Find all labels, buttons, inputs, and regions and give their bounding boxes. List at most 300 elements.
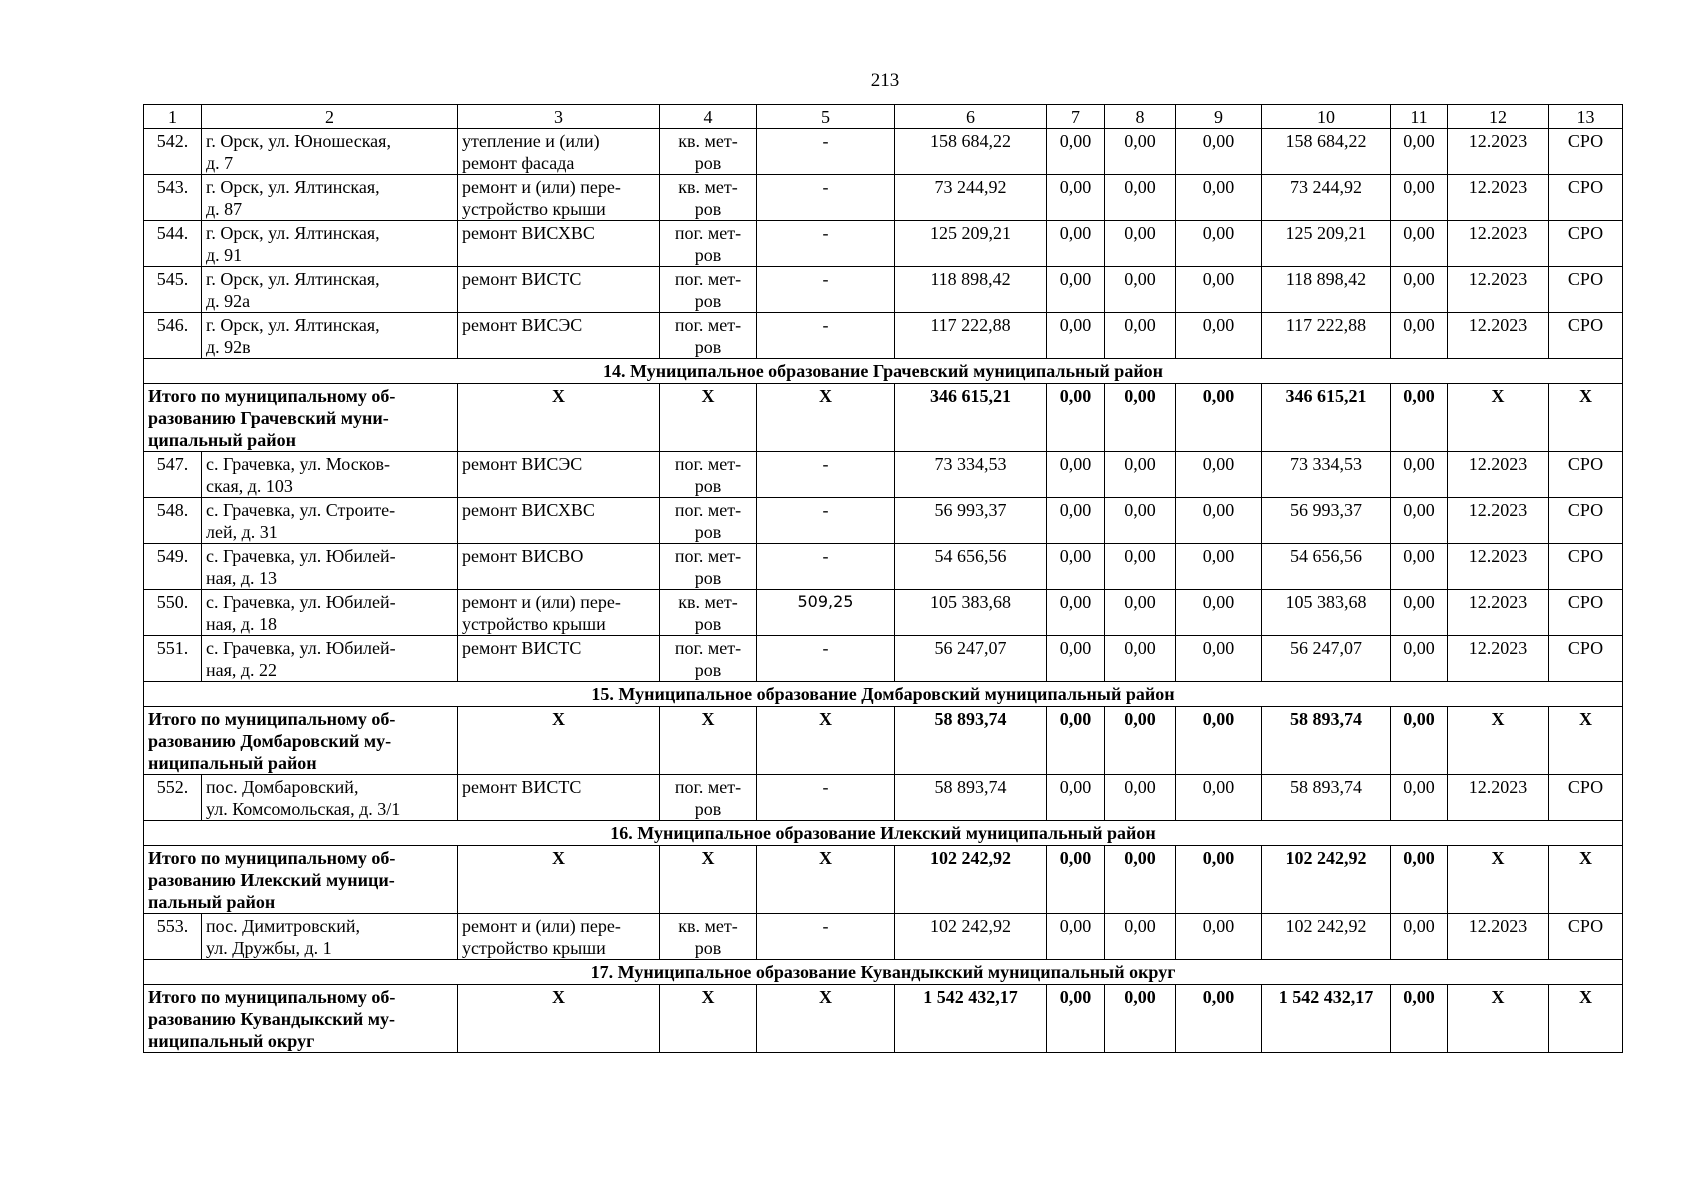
unit-line: кв. мет- bbox=[678, 131, 738, 151]
column-header: 6 bbox=[895, 105, 1047, 129]
unit-line: ров bbox=[694, 291, 722, 311]
total-c3-cell: Х bbox=[458, 846, 660, 914]
total-c12-cell: Х bbox=[1448, 384, 1549, 452]
unit-cell bbox=[660, 313, 757, 359]
total-c8-cell: 0,00 bbox=[1105, 846, 1176, 914]
table-row bbox=[144, 267, 1623, 313]
page-number: 213 bbox=[870, 70, 900, 91]
value-c7-cell: 0,00 bbox=[1047, 544, 1105, 590]
work-type-line: утепление и (или) bbox=[462, 131, 600, 151]
value-c13-cell: СРО bbox=[1549, 221, 1623, 267]
unit-line: ров bbox=[694, 614, 722, 634]
value-c8-cell: 0,00 bbox=[1105, 636, 1176, 682]
value-c9-cell: 0,00 bbox=[1176, 775, 1262, 821]
work-type-cell bbox=[458, 221, 660, 267]
value-c6-cell: 56 993,37 bbox=[895, 498, 1047, 544]
value-c8-cell: 0,00 bbox=[1105, 313, 1176, 359]
value-c6-cell: 158 684,22 bbox=[895, 129, 1047, 175]
unit-line: ров bbox=[694, 799, 722, 819]
work-type-cell bbox=[458, 775, 660, 821]
total-c9-cell: 0,00 bbox=[1176, 384, 1262, 452]
table-row bbox=[144, 452, 1623, 498]
section-title: 15. Муниципальное образование Домбаровский муниципальный район bbox=[144, 682, 1623, 707]
total-c3-cell: Х bbox=[458, 707, 660, 775]
total-c9-cell: 0,00 bbox=[1176, 707, 1262, 775]
unit-cell bbox=[660, 221, 757, 267]
value-c10-cell: 73 244,92 bbox=[1262, 175, 1391, 221]
section-heading-row bbox=[144, 960, 1623, 985]
unit-line: пог. мет- bbox=[674, 777, 742, 797]
address-line: ная, д. 22 bbox=[206, 660, 278, 680]
value-c6-cell: 118 898,42 bbox=[895, 267, 1047, 313]
total-c11-cell: 0,00 bbox=[1391, 707, 1448, 775]
address-line: ская, д. 103 bbox=[206, 476, 293, 496]
address-cell bbox=[202, 175, 458, 221]
value-c8-cell: 0,00 bbox=[1105, 914, 1176, 960]
total-label bbox=[144, 384, 458, 452]
address-line: г. Орск, ул. Ялтинская, bbox=[206, 269, 380, 289]
total-c9-cell: 0,00 bbox=[1176, 846, 1262, 914]
value-c8-cell: 0,00 bbox=[1105, 452, 1176, 498]
unit-line: кв. мет- bbox=[678, 177, 738, 197]
total-c11-cell: 0,00 bbox=[1391, 384, 1448, 452]
value-c10-cell: 58 893,74 bbox=[1262, 775, 1391, 821]
value-c8-cell: 0,00 bbox=[1105, 544, 1176, 590]
row-number-cell: 543. bbox=[144, 175, 202, 221]
work-type-line: ремонт ВИСЭС bbox=[462, 454, 583, 474]
value-c10-cell: 54 656,56 bbox=[1262, 544, 1391, 590]
row-number-cell: 548. bbox=[144, 498, 202, 544]
unit-cell bbox=[660, 590, 757, 636]
section-heading-row bbox=[144, 821, 1623, 846]
value-c13-cell: СРО bbox=[1549, 636, 1623, 682]
total-c4-cell: Х bbox=[660, 384, 757, 452]
address-cell bbox=[202, 267, 458, 313]
value-c13-cell: СРО bbox=[1549, 590, 1623, 636]
value-c6-cell: 58 893,74 bbox=[895, 775, 1047, 821]
value-c6-cell: 117 222,88 bbox=[895, 313, 1047, 359]
address-line: д. 92в bbox=[206, 337, 251, 357]
value-c12-cell: 12.2023 bbox=[1448, 590, 1549, 636]
value-c11-cell: 0,00 bbox=[1391, 452, 1448, 498]
unit-cell bbox=[660, 129, 757, 175]
value-c6-cell: 105 383,68 bbox=[895, 590, 1047, 636]
value-c10-cell: 105 383,68 bbox=[1262, 590, 1391, 636]
work-type-cell bbox=[458, 914, 660, 960]
total-row bbox=[144, 846, 1623, 914]
column-header: 13 bbox=[1549, 105, 1623, 129]
unit-line: пог. мет- bbox=[674, 315, 742, 335]
value-c9-cell: 0,00 bbox=[1176, 452, 1262, 498]
quantity-cell: - bbox=[757, 498, 895, 544]
work-type-line: ремонт ВИСТС bbox=[462, 638, 582, 658]
quantity-cell: - bbox=[757, 267, 895, 313]
value-c11-cell: 0,00 bbox=[1391, 590, 1448, 636]
unit-line: пог. мет- bbox=[674, 500, 742, 520]
table-row bbox=[144, 914, 1623, 960]
address-line: д. 92а bbox=[206, 291, 251, 311]
address-cell bbox=[202, 590, 458, 636]
unit-cell bbox=[660, 636, 757, 682]
column-header: 5 bbox=[757, 105, 895, 129]
address-line: лей, д. 31 bbox=[206, 522, 278, 542]
value-c7-cell: 0,00 bbox=[1047, 590, 1105, 636]
value-c8-cell: 0,00 bbox=[1105, 129, 1176, 175]
section-title: 16. Муниципальное образование Илекский муниципальный район bbox=[144, 821, 1623, 846]
value-c7-cell: 0,00 bbox=[1047, 914, 1105, 960]
row-number-cell: 542. bbox=[144, 129, 202, 175]
column-number-row bbox=[144, 105, 1623, 129]
quantity-cell: - bbox=[757, 452, 895, 498]
unit-line: ров bbox=[694, 199, 722, 219]
value-c12-cell: 12.2023 bbox=[1448, 313, 1549, 359]
total-c12-cell: Х bbox=[1448, 985, 1549, 1053]
value-c9-cell: 0,00 bbox=[1176, 267, 1262, 313]
table-row bbox=[144, 775, 1623, 821]
total-c12-cell: Х bbox=[1448, 707, 1549, 775]
quantity-cell: - bbox=[757, 175, 895, 221]
total-c5-cell: Х bbox=[757, 707, 895, 775]
total-label-line: ниципальный район bbox=[148, 753, 317, 773]
unit-line: ров bbox=[694, 660, 722, 680]
total-label-line: разованию Кувандыкский му- bbox=[148, 1009, 396, 1029]
total-c4-cell: Х bbox=[660, 985, 757, 1053]
quantity-cell: - bbox=[757, 221, 895, 267]
unit-cell bbox=[660, 267, 757, 313]
address-line: с. Грачевка, ул. Москов- bbox=[206, 454, 391, 474]
row-number-cell: 550. bbox=[144, 590, 202, 636]
address-line: с. Грачевка, ул. Юбилей- bbox=[206, 546, 396, 566]
total-c5-cell: Х bbox=[757, 985, 895, 1053]
total-c6-cell: 1 542 432,17 bbox=[895, 985, 1047, 1053]
value-c13-cell: СРО bbox=[1549, 452, 1623, 498]
row-number-cell: 546. bbox=[144, 313, 202, 359]
value-c9-cell: 0,00 bbox=[1176, 221, 1262, 267]
address-line: ная, д. 13 bbox=[206, 568, 278, 588]
work-type-line: ремонт фасада bbox=[462, 153, 575, 173]
value-c10-cell: 117 222,88 bbox=[1262, 313, 1391, 359]
value-c8-cell: 0,00 bbox=[1105, 498, 1176, 544]
work-type-line: устройство крыши bbox=[462, 199, 606, 219]
value-c12-cell: 12.2023 bbox=[1448, 544, 1549, 590]
value-c11-cell: 0,00 bbox=[1391, 636, 1448, 682]
unit-line: ров bbox=[694, 245, 722, 265]
row-number-cell: 544. bbox=[144, 221, 202, 267]
unit-cell bbox=[660, 498, 757, 544]
value-c9-cell: 0,00 bbox=[1176, 313, 1262, 359]
row-number-cell: 549. bbox=[144, 544, 202, 590]
quantity-cell: - bbox=[757, 129, 895, 175]
total-c9-cell: 0,00 bbox=[1176, 985, 1262, 1053]
total-label-line: ципальный район bbox=[148, 430, 296, 450]
table-row bbox=[144, 129, 1623, 175]
unit-line: ров bbox=[694, 476, 722, 496]
total-c10-cell: 1 542 432,17 bbox=[1262, 985, 1391, 1053]
value-c8-cell: 0,00 bbox=[1105, 175, 1176, 221]
address-line: д. 7 bbox=[206, 153, 234, 173]
address-line: ул. Дружбы, д. 1 bbox=[206, 938, 332, 958]
work-type-line: ремонт ВИСТС bbox=[462, 269, 582, 289]
value-c7-cell: 0,00 bbox=[1047, 221, 1105, 267]
work-type-cell bbox=[458, 175, 660, 221]
unit-cell bbox=[660, 452, 757, 498]
total-label-line: Итого по муниципальному об- bbox=[148, 709, 396, 729]
value-c6-cell: 125 209,21 bbox=[895, 221, 1047, 267]
unit-cell bbox=[660, 914, 757, 960]
address-line: ная, д. 18 bbox=[206, 614, 278, 634]
address-cell bbox=[202, 313, 458, 359]
total-c8-cell: 0,00 bbox=[1105, 384, 1176, 452]
unit-cell bbox=[660, 175, 757, 221]
column-header: 8 bbox=[1105, 105, 1176, 129]
column-header: 1 bbox=[144, 105, 202, 129]
work-type-cell bbox=[458, 267, 660, 313]
address-line: д. 87 bbox=[206, 199, 243, 219]
quantity-cell: - bbox=[757, 914, 895, 960]
value-c13-cell: СРО bbox=[1549, 914, 1623, 960]
section-title: 14. Муниципальное образование Грачевский муниципальный район bbox=[144, 359, 1623, 384]
total-c5-cell: Х bbox=[757, 846, 895, 914]
work-type-line: устройство крыши bbox=[462, 938, 606, 958]
value-c9-cell: 0,00 bbox=[1176, 129, 1262, 175]
row-number-cell: 545. bbox=[144, 267, 202, 313]
value-c12-cell: 12.2023 bbox=[1448, 452, 1549, 498]
column-header: 12 bbox=[1448, 105, 1549, 129]
table-body bbox=[144, 105, 1623, 1053]
total-c3-cell: Х bbox=[458, 985, 660, 1053]
address-line: г. Орск, ул. Ялтинская, bbox=[206, 177, 380, 197]
total-label-line: пальный район bbox=[148, 892, 276, 912]
value-c11-cell: 0,00 bbox=[1391, 544, 1448, 590]
address-cell bbox=[202, 452, 458, 498]
total-c10-cell: 346 615,21 bbox=[1262, 384, 1391, 452]
total-c5-cell: Х bbox=[757, 384, 895, 452]
row-number-cell: 552. bbox=[144, 775, 202, 821]
value-c7-cell: 0,00 bbox=[1047, 498, 1105, 544]
value-c12-cell: 12.2023 bbox=[1448, 175, 1549, 221]
row-number-cell: 553. bbox=[144, 914, 202, 960]
table-row bbox=[144, 544, 1623, 590]
value-c12-cell: 12.2023 bbox=[1448, 636, 1549, 682]
value-c9-cell: 0,00 bbox=[1176, 498, 1262, 544]
address-line: пос. Димитровский, bbox=[206, 916, 360, 936]
value-c11-cell: 0,00 bbox=[1391, 267, 1448, 313]
value-c12-cell: 12.2023 bbox=[1448, 129, 1549, 175]
unit-line: ров bbox=[694, 337, 722, 357]
total-label-line: ниципальный округ bbox=[148, 1031, 315, 1051]
value-c11-cell: 0,00 bbox=[1391, 175, 1448, 221]
address-line: д. 91 bbox=[206, 245, 243, 265]
value-c9-cell: 0,00 bbox=[1176, 914, 1262, 960]
total-label-line: разованию Домбаровский му- bbox=[148, 731, 392, 751]
value-c9-cell: 0,00 bbox=[1176, 544, 1262, 590]
value-c11-cell: 0,00 bbox=[1391, 313, 1448, 359]
unit-line: кв. мет- bbox=[678, 916, 738, 936]
total-c11-cell: 0,00 bbox=[1391, 846, 1448, 914]
total-c7-cell: 0,00 bbox=[1047, 707, 1105, 775]
repair-program-table bbox=[143, 104, 1623, 1053]
row-number-cell: 547. bbox=[144, 452, 202, 498]
work-type-line: ремонт и (или) пере- bbox=[462, 177, 621, 197]
unit-line: пог. мет- bbox=[674, 454, 742, 474]
table-row bbox=[144, 175, 1623, 221]
value-c10-cell: 158 684,22 bbox=[1262, 129, 1391, 175]
unit-line: пог. мет- bbox=[674, 223, 742, 243]
total-c6-cell: 102 242,92 bbox=[895, 846, 1047, 914]
column-header: 9 bbox=[1176, 105, 1262, 129]
value-c7-cell: 0,00 bbox=[1047, 129, 1105, 175]
unit-cell bbox=[660, 544, 757, 590]
value-c10-cell: 73 334,53 bbox=[1262, 452, 1391, 498]
address-line: г. Орск, ул. Ялтинская, bbox=[206, 315, 380, 335]
value-c12-cell: 12.2023 bbox=[1448, 498, 1549, 544]
total-c12-cell: Х bbox=[1448, 846, 1549, 914]
unit-line: ров bbox=[694, 938, 722, 958]
address-line: г. Орск, ул. Юношеская, bbox=[206, 131, 391, 151]
total-c4-cell: Х bbox=[660, 707, 757, 775]
unit-line: пог. мет- bbox=[674, 638, 742, 658]
column-header: 4 bbox=[660, 105, 757, 129]
value-c8-cell: 0,00 bbox=[1105, 590, 1176, 636]
work-type-cell bbox=[458, 544, 660, 590]
total-c6-cell: 346 615,21 bbox=[895, 384, 1047, 452]
total-row bbox=[144, 707, 1623, 775]
unit-line: ров bbox=[694, 153, 722, 173]
work-type-line: ремонт ВИСТС bbox=[462, 777, 582, 797]
quantity-cell: - bbox=[757, 636, 895, 682]
address-line: ул. Комсомольская, д. 3/1 bbox=[206, 799, 401, 819]
table-row bbox=[144, 221, 1623, 267]
work-type-line: ремонт ВИСХВС bbox=[462, 500, 595, 520]
quantity-cell: - bbox=[757, 313, 895, 359]
value-c7-cell: 0,00 bbox=[1047, 313, 1105, 359]
value-c12-cell: 12.2023 bbox=[1448, 914, 1549, 960]
total-c3-cell: Х bbox=[458, 384, 660, 452]
value-c10-cell: 56 993,37 bbox=[1262, 498, 1391, 544]
total-c8-cell: 0,00 bbox=[1105, 707, 1176, 775]
unit-cell bbox=[660, 775, 757, 821]
value-c13-cell: СРО bbox=[1549, 544, 1623, 590]
work-type-cell bbox=[458, 590, 660, 636]
address-cell bbox=[202, 129, 458, 175]
unit-line: пог. мет- bbox=[674, 546, 742, 566]
value-c11-cell: 0,00 bbox=[1391, 498, 1448, 544]
total-c11-cell: 0,00 bbox=[1391, 985, 1448, 1053]
row-number-cell: 551. bbox=[144, 636, 202, 682]
value-c13-cell: СРО bbox=[1549, 775, 1623, 821]
address-line: с. Грачевка, ул. Юбилей- bbox=[206, 592, 396, 612]
column-header: 11 bbox=[1391, 105, 1448, 129]
total-c7-cell: 0,00 bbox=[1047, 384, 1105, 452]
total-label bbox=[144, 707, 458, 775]
section-title: 17. Муниципальное образование Кувандыкский муниципальный округ bbox=[144, 960, 1623, 985]
value-c10-cell: 118 898,42 bbox=[1262, 267, 1391, 313]
column-header: 3 bbox=[458, 105, 660, 129]
value-c11-cell: 0,00 bbox=[1391, 221, 1448, 267]
value-c11-cell: 0,00 bbox=[1391, 129, 1448, 175]
unit-line: кв. мет- bbox=[678, 592, 738, 612]
total-c13-cell: Х bbox=[1549, 707, 1623, 775]
value-c7-cell: 0,00 bbox=[1047, 175, 1105, 221]
value-c12-cell: 12.2023 bbox=[1448, 775, 1549, 821]
address-cell bbox=[202, 914, 458, 960]
value-c9-cell: 0,00 bbox=[1176, 175, 1262, 221]
address-line: с. Грачевка, ул. Строите- bbox=[206, 500, 396, 520]
total-label bbox=[144, 985, 458, 1053]
address-line: с. Грачевка, ул. Юбилей- bbox=[206, 638, 396, 658]
total-c8-cell: 0,00 bbox=[1105, 985, 1176, 1053]
total-c10-cell: 58 893,74 bbox=[1262, 707, 1391, 775]
total-c7-cell: 0,00 bbox=[1047, 985, 1105, 1053]
total-c6-cell: 58 893,74 bbox=[895, 707, 1047, 775]
work-type-line: устройство крыши bbox=[462, 614, 606, 634]
unit-line: пог. мет- bbox=[674, 269, 742, 289]
value-c10-cell: 56 247,07 bbox=[1262, 636, 1391, 682]
total-label-line: разованию Илекский муници- bbox=[148, 870, 395, 890]
section-heading-row bbox=[144, 359, 1623, 384]
value-c13-cell: СРО bbox=[1549, 498, 1623, 544]
work-type-line: ремонт и (или) пере- bbox=[462, 916, 621, 936]
value-c7-cell: 0,00 bbox=[1047, 636, 1105, 682]
total-label-line: Итого по муниципальному об- bbox=[148, 987, 396, 1007]
column-header: 2 bbox=[202, 105, 458, 129]
work-type-line: ремонт ВИСВО bbox=[462, 546, 584, 566]
address-cell bbox=[202, 221, 458, 267]
address-line: г. Орск, ул. Ялтинская, bbox=[206, 223, 380, 243]
total-label-line: Итого по муниципальному об- bbox=[148, 386, 396, 406]
address-cell bbox=[202, 775, 458, 821]
value-c10-cell: 125 209,21 bbox=[1262, 221, 1391, 267]
table-row bbox=[144, 313, 1623, 359]
value-c12-cell: 12.2023 bbox=[1448, 221, 1549, 267]
total-label bbox=[144, 846, 458, 914]
table-row bbox=[144, 636, 1623, 682]
value-c6-cell: 56 247,07 bbox=[895, 636, 1047, 682]
table-row bbox=[144, 590, 1623, 636]
column-header: 7 bbox=[1047, 105, 1105, 129]
total-c10-cell: 102 242,92 bbox=[1262, 846, 1391, 914]
value-c13-cell: СРО bbox=[1549, 313, 1623, 359]
total-c13-cell: Х bbox=[1549, 846, 1623, 914]
total-label-line: разованию Грачевский муни- bbox=[148, 408, 389, 428]
total-c13-cell: Х bbox=[1549, 985, 1623, 1053]
value-c13-cell: СРО bbox=[1549, 129, 1623, 175]
total-row bbox=[144, 384, 1623, 452]
value-c13-cell: СРО bbox=[1549, 267, 1623, 313]
quantity-cell: - bbox=[757, 544, 895, 590]
value-c8-cell: 0,00 bbox=[1105, 221, 1176, 267]
section-heading-row bbox=[144, 682, 1623, 707]
value-c9-cell: 0,00 bbox=[1176, 590, 1262, 636]
value-c7-cell: 0,00 bbox=[1047, 452, 1105, 498]
unit-line: ров bbox=[694, 568, 722, 588]
address-cell bbox=[202, 636, 458, 682]
value-c12-cell: 12.2023 bbox=[1448, 267, 1549, 313]
table-row bbox=[144, 498, 1623, 544]
work-type-cell bbox=[458, 452, 660, 498]
address-cell bbox=[202, 498, 458, 544]
work-type-line: ремонт ВИСЭС bbox=[462, 315, 583, 335]
value-c6-cell: 54 656,56 bbox=[895, 544, 1047, 590]
value-c6-cell: 73 244,92 bbox=[895, 175, 1047, 221]
work-type-line: ремонт ВИСХВС bbox=[462, 223, 595, 243]
value-c11-cell: 0,00 bbox=[1391, 914, 1448, 960]
total-row bbox=[144, 985, 1623, 1053]
value-c13-cell: СРО bbox=[1549, 175, 1623, 221]
total-label-line: Итого по муниципальному об- bbox=[148, 848, 396, 868]
value-c8-cell: 0,00 bbox=[1105, 775, 1176, 821]
column-header: 10 bbox=[1262, 105, 1391, 129]
